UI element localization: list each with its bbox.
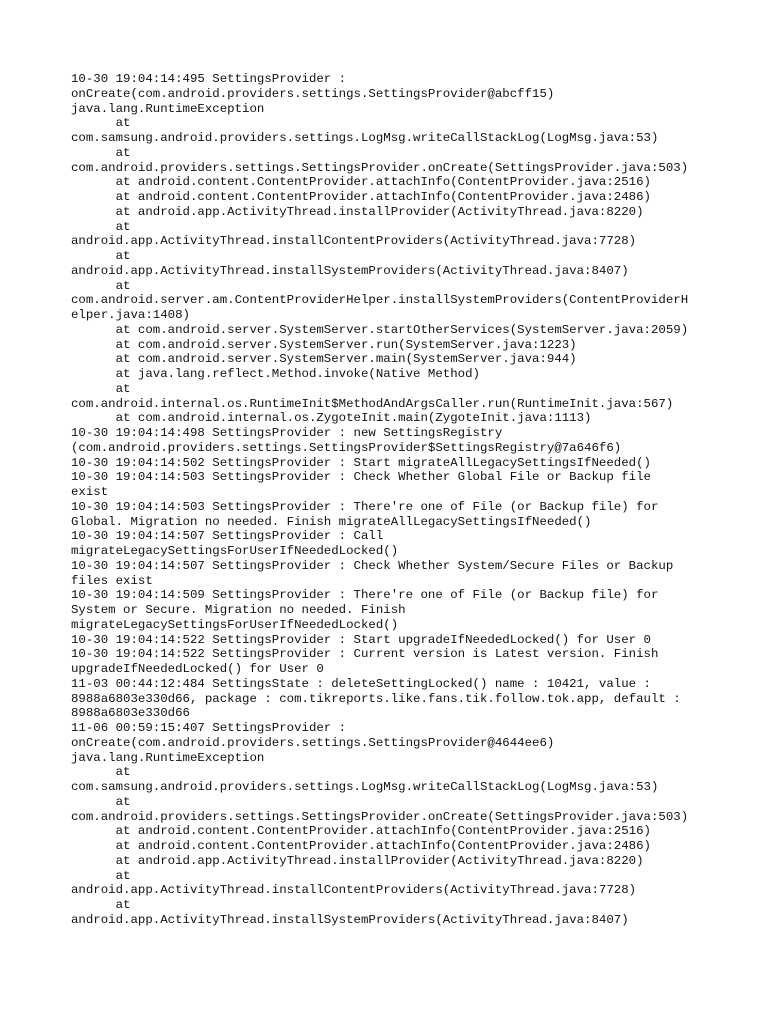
log-line: onCreate(com.android.providers.settings.SettingsProvider@abcff15) [71, 86, 555, 101]
log-line: java.lang.RuntimeException [71, 750, 265, 765]
log-line: migrateLegacySettingsForUserIfNeededLocked() [71, 617, 399, 632]
log-line: System or Secure. Migration no needed. Finish [71, 603, 406, 617]
log-line: 11-06 00:59:15:407 SettingsProvider : [71, 721, 347, 735]
log-line: at android.content.ContentProvider.attachInfo(ContentProvider.java:2486) [71, 839, 651, 853]
log-line: 10-30 19:04:14:498 SettingsProvider : new SettingsRegistry [71, 426, 503, 440]
log-line: com.android.providers.settings.SettingsProvider.onCreate(SettingsProvider.java:503) [71, 160, 689, 175]
log-line: 10-30 19:04:14:522 SettingsProvider : Start upgradeIfNeededLocked() for User 0 [71, 632, 651, 647]
log-line: 10-30 19:04:14:522 SettingsProvider : Current version is Latest version. Finish [71, 647, 659, 662]
log-line: 10-30 19:04:14:495 SettingsProvider : [71, 72, 347, 86]
log-line: at com.android.server.SystemServer.run(SystemServer.java:1223) [71, 337, 577, 352]
log-line: at android.content.ContentProvider.attachInfo(ContentProvider.java:2516) [71, 175, 651, 190]
log-line: com.android.providers.settings.SettingsProvider.onCreate(SettingsProvider.java:503) [71, 809, 689, 824]
log-line: exist [71, 485, 109, 499]
log-text-block [71, 72, 711, 928]
log-line: at [71, 278, 131, 293]
log-line: at [71, 898, 131, 912]
log-line: android.app.ActivityThread.installSystemProviders(ActivityThread.java:8407) [71, 912, 629, 927]
log-line: com.android.server.am.ContentProviderHelper.installSystemProviders(ContentProviderH [71, 293, 689, 308]
log-line: com.samsung.android.providers.settings.LogMsg.writeCallStackLog(LogMsg.java:53) [71, 131, 659, 145]
log-line: onCreate(com.android.providers.settings.SettingsProvider@4644ee6) [71, 735, 555, 750]
log-line: java.lang.RuntimeException [71, 101, 265, 116]
log-line: at com.android.server.SystemServer.startOtherServices(SystemServer.java:2059) [71, 322, 689, 337]
log-line: at [71, 116, 131, 131]
log-line: at [71, 765, 131, 780]
log-line: android.app.ActivityThread.installContentProviders(ActivityThread.java:7728) [71, 234, 637, 249]
log-line: 10-30 19:04:14:503 SettingsProvider : Check Whether Global File or Backup file [71, 470, 651, 485]
log-line: elper.java:1408) [71, 308, 190, 322]
log-line: 10-30 19:04:14:507 SettingsProvider : Call [71, 529, 384, 544]
log-line: at android.app.ActivityThread.installProvider(ActivityThread.java:8220) [71, 853, 644, 868]
log-line: migrateLegacySettingsForUserIfNeededLocked() [71, 544, 399, 558]
log-line: 11-03 00:44:12:484 SettingsState : deleteSettingLocked() name : 10421, value : [71, 676, 651, 691]
log-line: at java.lang.reflect.Method.invoke(Native Method) [71, 367, 480, 381]
log-line: (com.android.providers.settings.SettingsProvider$SettingsRegistry@7a646f6) [71, 440, 622, 455]
log-line: at [71, 249, 131, 263]
log-line: 10-30 19:04:14:502 SettingsProvider : Start migrateAllLegacySettingsIfNeeded() [71, 455, 651, 470]
log-line: at [71, 868, 131, 883]
log-line: at android.app.ActivityThread.installProvider(ActivityThread.java:8220) [71, 204, 644, 219]
log-line: files exist [71, 573, 153, 588]
log-line: at com.android.server.SystemServer.main(SystemServer.java:944) [71, 352, 577, 367]
log-line: at [71, 219, 131, 234]
log-line: 10-30 19:04:14:507 SettingsProvider : Check Whether System/Secure Files or Backup [71, 558, 674, 573]
log-line: at android.content.ContentProvider.attachInfo(ContentProvider.java:2516) [71, 824, 651, 839]
log-line: at [71, 381, 131, 396]
log-line: com.samsung.android.providers.settings.LogMsg.writeCallStackLog(LogMsg.java:53) [71, 780, 659, 794]
log-line: Global. Migration no needed. Finish migrateAllLegacySettingsIfNeeded() [71, 514, 592, 529]
log-line: at com.android.internal.os.ZygoteInit.main(ZygoteInit.java:1113) [71, 411, 592, 426]
log-line: 8988a6803e330d66 [71, 706, 190, 721]
log-line: 10-30 19:04:14:503 SettingsProvider : There're one of File (or Backup file) for [71, 499, 659, 514]
log-line: at [71, 794, 131, 809]
log-line: 8988a6803e330d66, package : com.tikreports.like.fans.tik.follow.tok.app, default : [71, 691, 681, 706]
log-line: upgradeIfNeededLocked() for User 0 [71, 662, 324, 676]
log-line: android.app.ActivityThread.installContentProviders(ActivityThread.java:7728) [71, 883, 637, 898]
log-line: at android.content.ContentProvider.attachInfo(ContentProvider.java:2486) [71, 190, 651, 204]
log-line: at [71, 145, 131, 160]
log-line: android.app.ActivityThread.installSystemProviders(ActivityThread.java:8407) [71, 263, 629, 278]
log-line: 10-30 19:04:14:509 SettingsProvider : There're one of File (or Backup file) for [71, 588, 659, 603]
log-line: com.android.internal.os.RuntimeInit$MethodAndArgsCaller.run(RuntimeInit.java:567) [71, 396, 674, 411]
